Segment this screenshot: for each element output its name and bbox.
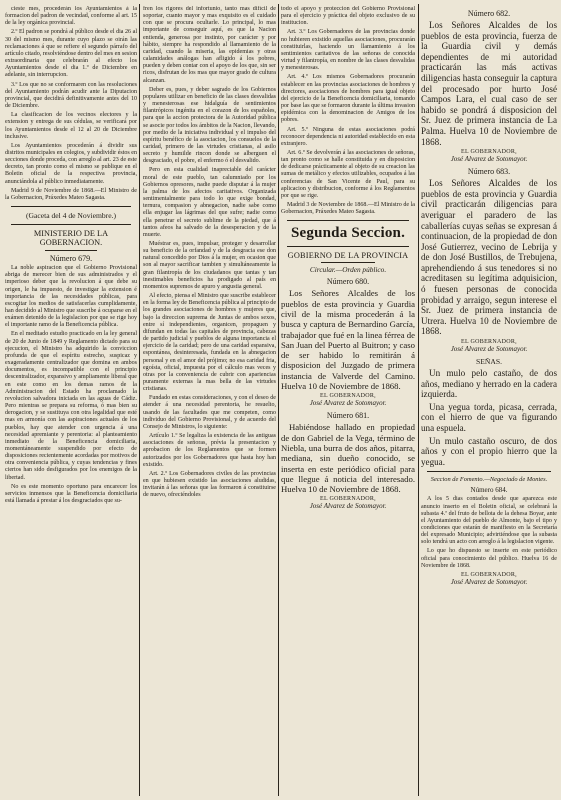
signature-title: EL GOBERNADOR, [461, 571, 517, 578]
paragraph: Art. 5.º Ninguna de estas asociaciones podrá reconocer dependencia ni autoridad establecido en esta extranjero. [281, 126, 415, 147]
column-rule [139, 4, 140, 796]
notice-number: Número 684. [470, 486, 508, 495]
paragraph: A los 5 dias contados desde que aparezca este anuncio inserto en el Boletin oficial, se celebrará la subasta 4.ª del fruto de bellota de la dehesa Boyar, ante el Ayuntamiento del pueblo de Almonte, bajo el tipo y condiciones que estarán de manifiesto en la Secretaría del expresado Municipio; advirtiéndose que la subasta solo tendrá un acto con arreglo á la legislacion vigente. [421, 496, 557, 546]
senas-heading: SEÑAS. [476, 357, 502, 367]
paragraph: Madrid 9 de Noviembre de 1868.—El Ministro de la Gobernacion, Práxedes Mateo Sagasta. [5, 187, 137, 201]
paragraph: Al efecto, piensa el Ministro que suscribe establecer en la forma ley de Beneficencia pública al principio de los grandes asociaciones de hombres y mujeres que, bajo la direccion suprema de Juntas de ambos sexos, entre sí independientes, organicen, propaguen y difundan en todas las capitales de provincia, cabezas de partido judicial y pueblos de alguna importancia el ejercicio de la caridad; pero de una caridad espansiva, espontánea, desinteresada, fundada en la abnegacion personal y en el amor del prójimo; no esa caridad fria, egoísta, oficial, impuesta por el cálculo mas veces y otras por la conveniencia de cubrir con apariencias puramente externas la mas bella de las virtudes cristianas. [143, 293, 276, 393]
paragraph: 2.º El padron se pondrá al público desde el dia 26 al 30 del mismo mes, durante cuyo plazo se oirán las reclamaciones á que se refiere el segundo párrafo del artículo citado, resolviéndose dentro del mes en sesion extraordinaria que celebrarán al efecto los Ayuntamientos desde el dia 1.º de Diciembre en adelante, sin interrupcion. [5, 29, 137, 79]
paragraph: Lo que ho dispuesto se inserte en este periódico oficial para conocimiento del público. Huelva 16 de Noviembre de 1868. [421, 548, 557, 569]
paragraph: Madrid 3 de Noviembre de 1868.—El Ministro de la Gobernacion, Práxedes Mateo Sagasta. [281, 202, 415, 216]
notice-number: Número 682. [467, 9, 511, 18]
paragraph: Fundado en estas consideraciones, y con el deseo de atender á una necesidad perentoria, he resuelto, usando de las facultades que me competen, como individuo del Gobierno Provisional, y de acuerdo del Consejo de Ministros, lo siguiente: [143, 395, 276, 430]
paragraph: La noble aspiracion que el Gobierno Provisional abriga de merecer bien de sus administrados y el imperioso deber que la revolucion á que debe su origen, le ha impuesto, de investigar la extension é importancia de las necesidades públicas, para escogitar los medios de satisfacerlas cumplidamente, han decidido al Ministro que suscribe á ocuparse en el exámen detenido de la legislacion por que se rige hoy el importante ramo de la Beneficencia pública. [5, 265, 137, 329]
divider [321, 262, 375, 263]
paragraph: Muéstrar es, pues, impulsar, proteger y desarrollar su beneficio de la orfandad y de la desgracia ese don natural concedido por Dios á la mujer, en ocasion que son al mayor sacrificar tambien y simultáneamente la gran filantropía de los ciudadanos que tantas y tan inestimables beneficios ha prodigado al país en momentos supremos de apuro y angustia general. [143, 241, 276, 290]
column-1 [5, 6, 137, 507]
divider [287, 246, 409, 247]
divider [11, 224, 131, 225]
signature-name: José Alvarez de Sotomayor. [450, 577, 528, 586]
paragraph: 3.º Los que no se conformaren con las resoluciones del Ayuntamiento podrán acudir ante la Diputacion provincial, que decidirá definitivamente antes del 10 de Diciembre. [5, 81, 137, 110]
column-rule [418, 4, 419, 796]
column-3 [281, 6, 415, 514]
paragraph: Una yegua torda, picasa, cerrada, con el hierro de que va figurando una espuela. [421, 401, 557, 433]
ministry-title: MINISTERIO DE LA GOBERNACION. [33, 229, 109, 248]
column-2 [143, 6, 276, 501]
decree-number: Número 679. [49, 254, 93, 264]
paragraph: La clasificacion de los vecinos electores y la extension y entrega de sus cédulas, se verificará por los Ayuntamientos desde el 12 al 20 de Diciembre inclusive. [5, 112, 137, 140]
paragraph: Habiéndose hallado en propiedad de don Gabriel de la Vega, término de Niebla, una burra de dos años, pitarra, mediana, sin dueño conocido, se inserta en este periódico oficial para que llegue á noticia del interesado. Huelva 10 de Noviembre de 1868. [281, 422, 415, 495]
column-rule [278, 4, 279, 796]
divider [11, 206, 131, 207]
paragraph: fren los rigores del infortunio, tanto mas difícil de soportar, cuanto mayor y mas exquisito es el cuidado con que se procura ocultarle. Lo principal, lo mas importante de conseguir aquí, es que la Nacion entienda, generosa por instinto, por carácter y por hábito, siempre ha respondido al llamamiento de la caridad, cuando la miseria, las epidemias y otras calamidades análogas han afligido á los pobres, pueden y deben contar con el apoyo de los que, sin ser ricos, disfrutan de los mas que mayor grado de cultura alcanzan. [143, 6, 276, 84]
signature-title: EL GOBERNADOR, [461, 339, 517, 346]
divider [287, 220, 409, 221]
paragraph: No es este momento oportuno para encarecer los servicios inmensos que la Beneficencia domiciliaria está llamada á prestar á los desgraciados que su- [5, 483, 137, 505]
divider [45, 250, 97, 251]
paragraph: Art. 2.º Los Gobernadores civiles de las provincias en que hubiesen existido las asociaciones aludidas, invitarán á las señoras que las formaron á constituirse de nuevo, ofreciéndoles [143, 470, 276, 499]
paragraph: En el meditado estudio practicado en la ley general de 20 de Junio de 1849 y Reglamento dictado para su ejecucion, el Ministro ha adquirido la conviccion profunda de que el espíritu estrecho, suspicaz y exageradamente centralizador que domina en ambos documentos, es incompatible con el principio descentralizador, expansivo y ampliamente liberal que en este como en los demas ramos de la Administracion del Estado ha proclamado la revolucion salvadora iniciada en las aguas de Cádiz. Pero mientras se prepara su reforma, ó mas bien su derogacion, y se sustituya con otra legalidad que esté mas en armonía con las aspiraciones actuales de los pueblos, hay que atender con urgencia á una necesidad apremiante y perentoria: al planteamiento inmediato de la Beneficencia domiciliaria, momentáneamente suspendido por efecto de disposiciones recientemente acordadas por motivos de otra conveniencia pública, y cuyas tendencias y fines ciertos han sido desfigurados por los enemigos de la libertad. [5, 331, 137, 481]
paragraph: Art. 3.º Los Gobernadores de las provincias donde no hubieren existido aquellas asociaciones, procurarán constituirlas, haciendo un llamamiento á los sentimientos caritativos de las señoras de conocida virtud y filantropía, en nombre de las clases desvalidas y menesterosas. [281, 29, 415, 72]
circular-heading: Circular.—Orden público. [309, 265, 387, 275]
government-title: GOBIERNO DE LA PROVINCIA [287, 251, 409, 261]
fomento-heading: Seccion de Fomento.—Negociado de Montes. [430, 476, 548, 484]
paragraph: todo el apoyo y proteccion del Gobierno Provisional para el ejercicio y práctica del objeto exclusivo de su institucion. [281, 6, 415, 27]
gaceta-source: (Gaceta del 4 de Noviembre.) [25, 211, 117, 221]
paragraph: Un mulo pelo castaño, de dos años, mediano y herrado en la cadera izquierda. [421, 368, 557, 400]
notice-number: Número 681. [326, 411, 370, 421]
signature-name: José Alvarez de Sotomayor. [450, 155, 528, 164]
column-4 [421, 6, 557, 590]
divider [427, 471, 551, 472]
paragraph: Art. 6.º Se devolverán á las asociaciones de señoras, tan pronto como se halle constituida y en disposicion de dedicarse prácticamente al objeto de su creacion las sumas de metálico y efectos utilizables, ocupados á las conferencias de San Vicente de Paul, para su aplicacion y distribucion, conforme á los Reglamentos por que se rige. [281, 149, 415, 199]
paragraph: Los Señores Alcaldes de los pueblos de esta provincia, fuerza de la Guardia civil y demás dependientes de mi autoridad practicarán las más activas diligencias hasta conseguir la captura del procesado por hurto José Campos Lara, el cual caso de ser habido se pondrá á disposicion del Sr. Juez de primera instancia de La Palma. Huelva 10 de Noviembre de 1868. [421, 20, 557, 147]
signature-title: EL GOBERNADOR, [461, 149, 517, 156]
paragraph: Art. 4.º Los mismos Gobernadores procurarán establecer en las provincias asociaciones de hombres y directores, asociaciones de hombres para igual objeto del ejercicio de la Beneficencia domiciliaria, tomando por base las que se formaron durante la última invasion epidémica con la denominacion de Amigos de los pobres. [281, 74, 415, 124]
signature-title: EL GOBERNADOR, [320, 496, 376, 503]
paragraph: Deber es, pues, y deber sagrado de los Gobiernos populares utilizar en beneficio de las clases desvalidas y menesterosas ese hidalguía de sentimientos filantrópicos ingénita en el corazon de los españoles, para que la accion protectora de la Autoridad pública se asocie por todos los ámbitos de la Nacion, llevando, por medio de la iniciativa individual y el impulso del espíritu benéfico de la asociacion, los consuelos de la caridad, primero de las virtudes cristianas, al asilo secreto y humilde rincon donde se alberguen el desgraciado, el pobre, el enfermo ó el desvalido. [143, 86, 276, 165]
paragraph: Artículo 1.º Se legaliza la existencia de las antiguas asociaciones de señoras, prévia la presentacion y aprobacion de los Reglamentos que se formen autorizados por los Gobernadores que hasta hoy han existido. [143, 433, 276, 468]
section-title: Segunda Seccion. [290, 225, 406, 242]
signature-name: José Alvarez de Sotomayor. [309, 502, 387, 511]
notice-number: Número 680. [326, 277, 370, 287]
signature-name: José Alvarez de Sotomayor. [309, 399, 387, 408]
paragraph: Los Señores Alcaldes de los pueblos de esta provincia y Guardia civil de la misma procederán á la busca y captura de Bernardino García, trabajador que fué en la linea férrea de San Juan del Puerto al Buitron; y caso de ser habido lo remitirán á disposicion del Juzgado de primera instancia de Valverde del Camino. Huelva 10 de Noviembre de 1868. [281, 288, 415, 392]
signature-title: EL GOBERNADOR, [320, 393, 376, 400]
paragraph: Pero en esta cualidad inapreciable del carácter moral de este pueblo, tan calumniado por los Gobiernos opresores, nadie puede disputar á la mujer la palma de los afectos caritativos. Organizada sentimentalmente para todo lo que exige bondad, ternura, compasion y abnegacion, nadie sabe como ella enjugar las lágrimas del que sufre; nadie como ella penetrar el secreto sublime de la piedad, que á tantos afeos ha salvado de la desesperacion y de la muerte. [143, 167, 276, 238]
paragraph: Un mulo castaño oscuro, de dos años y con el propio hierro que la yegua. [421, 435, 557, 467]
paragraph: Los Ayuntamientos procederán á dividir sus distritos municipales en colegios, y subdividir éstos en secciones donde proceda, con arreglo al art. 23 de este decreto, tan pronto como el mismo se publique en el Boletin oficial de la respectiva provincia, anunciándola al público inmediatamente. [5, 142, 137, 185]
notice-number: Número 683. [467, 167, 511, 177]
paragraph: cieste mes, procederán los Ayuntamientos á la formacion del padron de vecindad, conforme al art. 15 de la ley orgánica provincial. [5, 6, 137, 27]
signature-name: José Alvarez de Sotomayor. [450, 345, 528, 354]
paragraph: Los Señores Alcaldes de los pueblos de esta provincia y Guardia civil practicarán diligencias para averiguar el paradero de las caballerías cuyas señas se expresan á continuacion, de la propiedad de don José Gutierrez, vecino de Lebrija y de don José Bustillos, de Trebujena, aprehendiendo á sus tenedores si no acreditasen su legítima adquisicion, ó fuesen personas de conocida probidad y arraigo, segun interese el Sr. Juez de primera instancia de Utrera. Huelva 10 de Noviembre de 1868. [421, 178, 557, 337]
